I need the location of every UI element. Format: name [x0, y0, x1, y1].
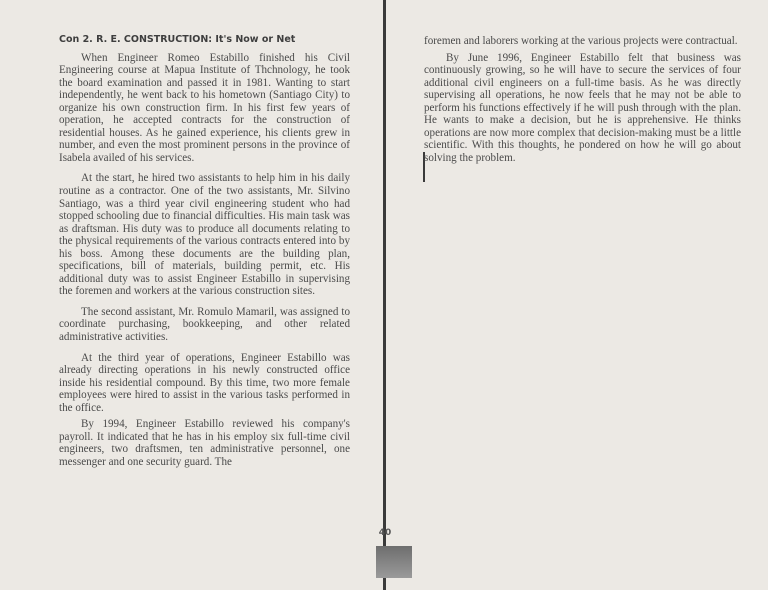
- paragraph: At the third year of operations, Engineer Estabillo was already directing operations in his newly constructed office inside his residential compound. By this time, two more female employees were hired to assist in the various tasks performed in the office.: [59, 351, 350, 414]
- paragraph: By 1994, Engineer Estabillo reviewed his company's payroll. It indicated that he has in his employ six full-time civil engineers, two draftsmen, ten administrative personnel, one messenger and one security guard. The: [59, 418, 350, 468]
- paragraph: When Engineer Romeo Estabillo finished his Civil Engineering course at Mapua Institute of Thchnology, he took the board examination and passed it in 1981. Wanting to start independently, he went back to his hometown (Santiago City) to organize his own construction firm. In his first few years of operation, he accepted contracts for the construction of residential houses. As he gained experience, his clients grew in number, and even the most prominent persons in the province of Isabela availed of his services.: [59, 51, 350, 164]
- paragraph: The second assistant, Mr. Romulo Mamaril, was assigned to coordinate purchasing, bookkeeping, and other related administrative activities.: [59, 305, 350, 344]
- paragraph: At the start, he hired two assistants to help him in his daily routine as a contractor. One of the two assistants, Mr. Silvino Santiago, was a third year civil engineering student who had stopped schooling due to financial difficulties. His main task was as draftsman. His duty was to produce all documents relating to the physical requirements of the various contracts entered into by his boss. Among these documents are the building plan, specifications, bill of materials, building permit, etc. His additional duty was to assist Engineer Estabillo in supervising the foremen and workers at the various construction sites.: [59, 172, 350, 298]
- paragraph: foremen and laborers working at the various projects were contractual.: [424, 35, 738, 47]
- book-spine: [383, 0, 386, 590]
- left-page: [59, 34, 350, 477]
- case-heading: Con 2. R. E. CONSTRUCTION: It's Now or Net: [59, 34, 296, 45]
- page-number: 40: [378, 528, 392, 538]
- right-page: [424, 35, 741, 172]
- paragraph: By June 1996, Engineer Estabillo felt that business was continuously growing, so he will have to secure the services of four additional civil engineers on a full-time basis. As he was directly supervising all operations, he now feels that he may not be able to perform his functions effectively if he will push through with the plan. He wants to make a decision, but he is apprehensive. He thinks operations are now more complex that decision-making must be a little scientific. With this thoughts, he pondered on how he will go about solving the problem.: [424, 51, 741, 164]
- scroll-handle[interactable]: [376, 546, 412, 578]
